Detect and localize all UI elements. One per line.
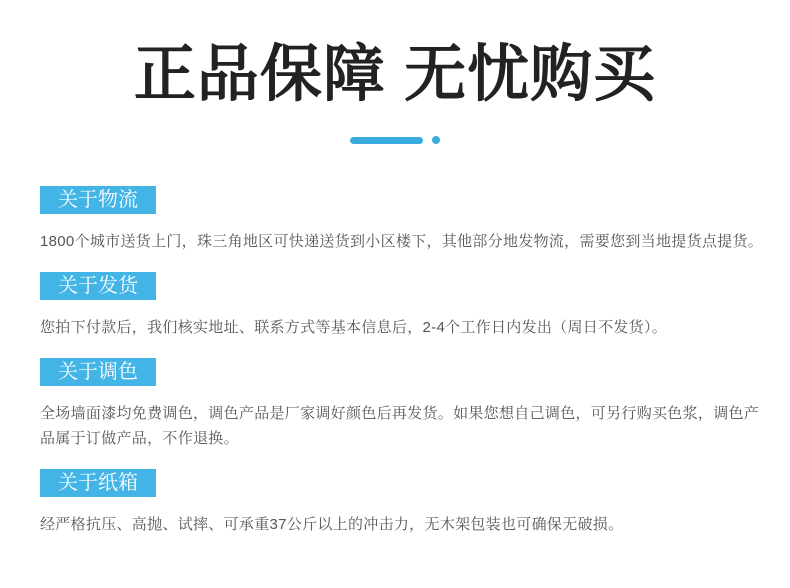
decoration-dot xyxy=(432,136,440,144)
section-body-text: 全场墙面漆均免费调色，调色产品是厂家调好颜色后再发货。如果您想自己调色，可另行购买色浆，调色产品属于订做产品，不作退换。 xyxy=(40,405,760,447)
section-label-badge: 关于调色 xyxy=(40,358,156,386)
title-decoration xyxy=(0,136,790,144)
info-sections xyxy=(0,144,790,537)
section-label-badge: 关于物流 xyxy=(40,186,156,214)
section-logistics xyxy=(40,186,766,254)
section-carton xyxy=(40,469,766,537)
page-title: 正品保障 无忧购买 xyxy=(133,40,657,109)
section-shipping xyxy=(40,272,766,340)
section-label-badge: 关于纸箱 xyxy=(40,469,156,497)
section-tinting xyxy=(40,358,766,451)
page xyxy=(0,40,790,588)
section-body-text: 经严格抗压、高抛、试摔、可承重37公斤以上的冲击力，无木架包装也可确保无破损。 xyxy=(40,516,624,533)
decoration-line xyxy=(350,137,423,144)
section-body-text: 1800个城市送货上门，珠三角地区可快递送货到小区楼下，其他部分地发物流，需要您到当地提货点提货。 xyxy=(40,233,764,250)
section-body-text: 您拍下付款后，我们核实地址、联系方式等基本信息后，2-4个工作日内发出（周日不发货）。 xyxy=(40,319,668,336)
section-label-badge: 关于发货 xyxy=(40,272,156,300)
